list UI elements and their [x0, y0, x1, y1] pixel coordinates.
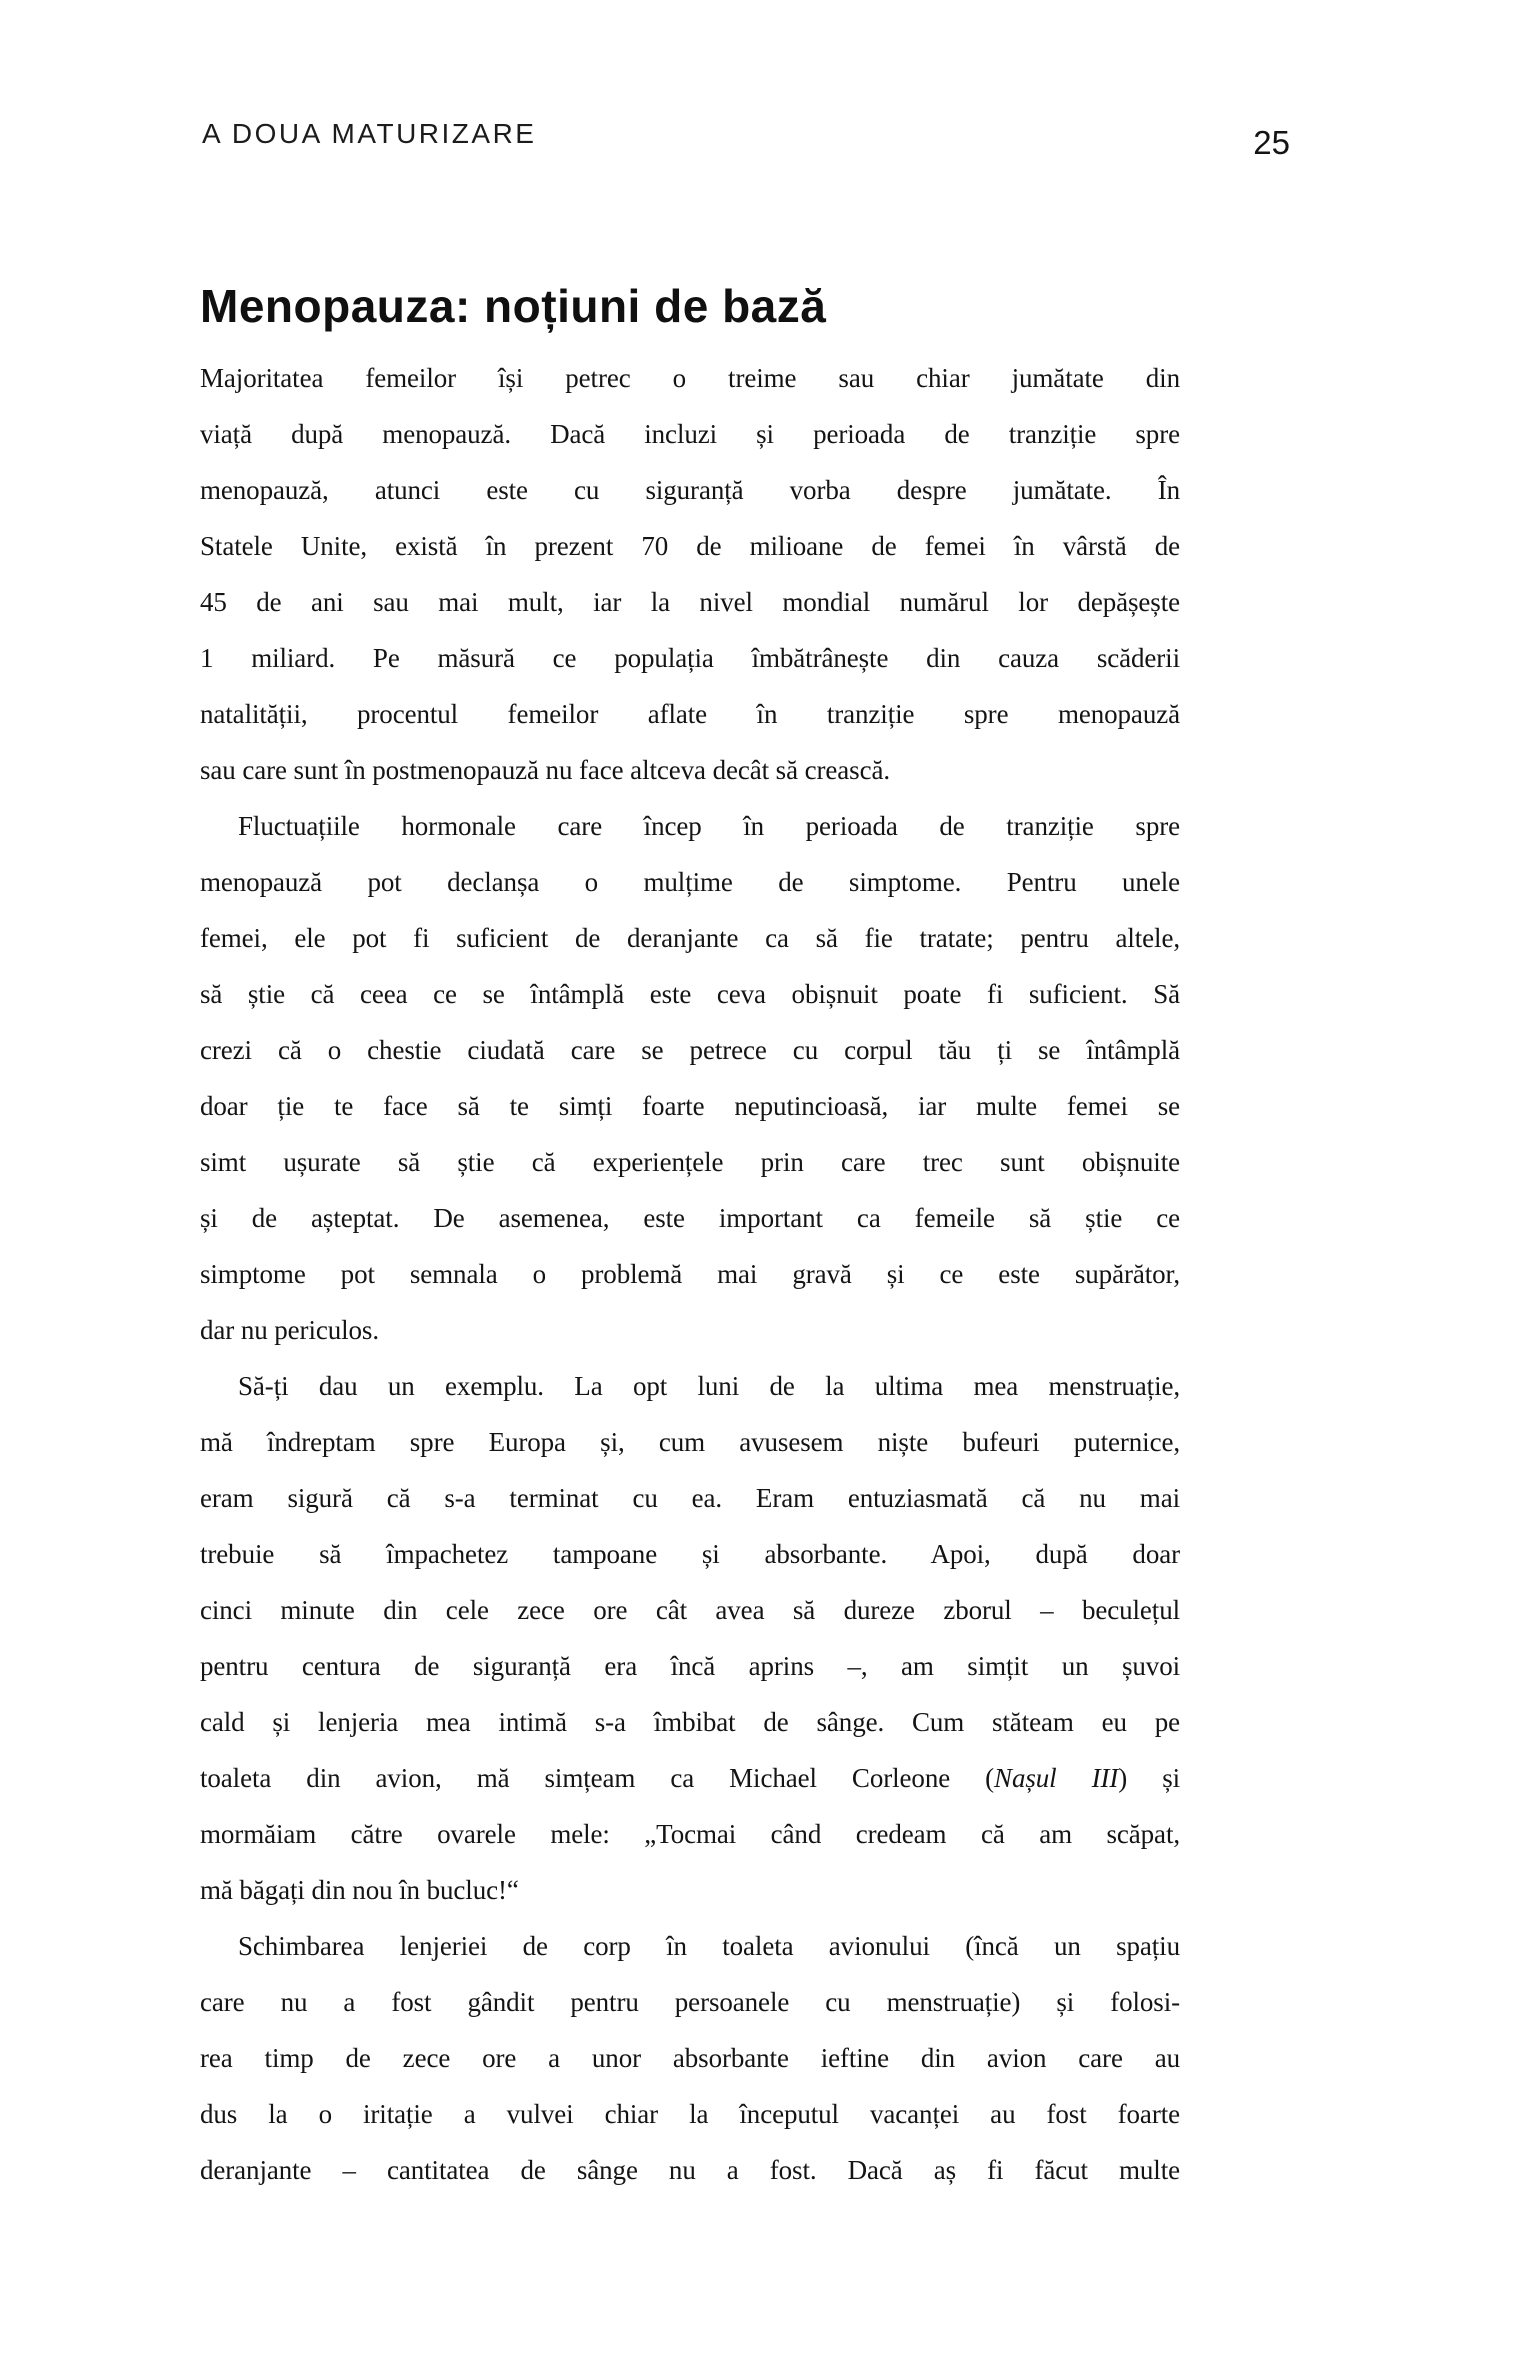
body-line [200, 1862, 1180, 1918]
text-segment: și de așteptat. De asemenea, este important ca femeile să știe ce [200, 1203, 1180, 1233]
text-segment: simptome pot semnala o problemă mai gravă și ce este supărător, [200, 1259, 1180, 1289]
text-segment: ) și [1118, 1763, 1180, 1793]
text-segment: mormăiam către ovarele mele: „Tocmai când credeam că am scăpat, [200, 1819, 1180, 1849]
body-line [200, 1246, 1180, 1302]
text-segment: Schimbarea lenjeriei de corp în toaleta avionului (încă un spațiu [238, 1931, 1180, 1961]
text-segment: mă îndreptam spre Europa și, cum avusesem niște bufeuri puternice, [200, 1427, 1180, 1457]
body-line [200, 1526, 1180, 1582]
body-line [200, 406, 1180, 462]
body-line [200, 1022, 1180, 1078]
text-segment: cinci minute din cele zece ore cât avea să dureze zborul – beculețul [200, 1595, 1180, 1625]
page-number: 25 [1253, 124, 1290, 161]
text-segment: eram sigură că s-a terminat cu ea. Eram entuziasmată că nu mai [200, 1483, 1180, 1513]
body-line [200, 630, 1180, 686]
body-line [200, 1470, 1180, 1526]
body-line [200, 1750, 1180, 1806]
body-line [200, 1918, 1180, 1974]
text-segment: sau care sunt în postmenopauză nu face altceva decât să crească. [200, 755, 890, 785]
text-segment: care nu a fost gândit pentru persoanele cu menstruație) și folosi- [200, 1987, 1180, 2017]
text-segment: Statele Unite, există în prezent 70 de milioane de femei în vârstă de [200, 531, 1180, 561]
body-line [200, 1414, 1180, 1470]
body-line [200, 798, 1180, 854]
italic-text: Nașul III [994, 1763, 1119, 1793]
text-segment: toaleta din avion, mă simțeam ca Michael Corleone ( [200, 1763, 995, 1793]
text-segment: pentru centura de siguranță era încă aprins –, am simțit un șuvoi [200, 1651, 1180, 1681]
text-segment: mă băgați din nou în bucluc!“ [200, 1875, 519, 1905]
body-line [200, 2086, 1180, 2142]
body-line [200, 1694, 1180, 1750]
body-line [200, 1638, 1180, 1694]
text-segment: Majoritatea femeilor își petrec o treime sau chiar jumătate din [200, 363, 1180, 393]
body-line [200, 350, 1180, 406]
body-line [200, 2030, 1180, 2086]
body-text [200, 350, 1180, 2198]
text-segment: Fluctuațiile hormonale care încep în perioada de tranziție spre [238, 811, 1180, 841]
text-segment: deranjante – cantitatea de sânge nu a fost. Dacă aș fi făcut multe [200, 2155, 1180, 2185]
body-line [200, 2142, 1180, 2198]
text-segment: trebuie să împachetez tampoane și absorbante. Apoi, după doar [200, 1539, 1180, 1569]
text-segment: cald și lenjeria mea intimă s-a îmbibat de sânge. Cum stăteam eu pe [200, 1707, 1180, 1737]
body-line [200, 518, 1180, 574]
body-line [200, 1358, 1180, 1414]
text-segment: rea timp de zece ore a unor absorbante ieftine din avion care au [200, 2043, 1180, 2073]
text-segment: viață după menopauză. Dacă incluzi și perioada de tranziție spre [200, 419, 1180, 449]
body-line [200, 1134, 1180, 1190]
text-segment: simt ușurate să știe că experiențele prin care trec sunt obișnuite [200, 1147, 1180, 1177]
text-segment: menopauză pot declanșa o mulțime de simptome. Pentru unele [200, 867, 1180, 897]
body-line [200, 462, 1180, 518]
text-segment: dar nu periculos. [200, 1315, 379, 1345]
body-line [200, 574, 1180, 630]
body-line [200, 742, 1180, 798]
text-segment: Să-ți dau un exemplu. La opt luni de la ultima mea menstruație, [238, 1371, 1180, 1401]
text-segment: femei, ele pot fi suficient de deranjante ca să fie tratate; pentru altele, [200, 923, 1180, 953]
body-line [200, 1806, 1180, 1862]
text-segment: doar ție te face să te simți foarte neputincioasă, iar multe femei se [200, 1091, 1180, 1121]
text-segment: crezi că o chestie ciudată care se petrece cu corpul tău ți se întâmplă [200, 1035, 1180, 1065]
body-line [200, 966, 1180, 1022]
text-segment: natalității, procentul femeilor aflate în tranziție spre menopauză [200, 699, 1180, 729]
body-line [200, 1582, 1180, 1638]
body-line [200, 1078, 1180, 1134]
text-segment: menopauză, atunci este cu siguranță vorba despre jumătate. În [200, 475, 1180, 505]
text-segment: 1 miliard. Pe măsură ce populația îmbătrânește din cauza scăderii [200, 643, 1180, 673]
body-line [200, 910, 1180, 966]
text-segment: să știe că ceea ce se întâmplă este ceva obișnuit poate fi suficient. Să [200, 979, 1180, 1009]
section-title: Menopauza: noțiuni de bază [200, 279, 827, 332]
body-line [200, 686, 1180, 742]
body-line [200, 1190, 1180, 1246]
body-line [200, 1302, 1180, 1358]
text-segment: 45 de ani sau mai mult, iar la nivel mondial numărul lor depășește [200, 587, 1180, 617]
body-line [200, 854, 1180, 910]
running-header: A DOUA MATURIZARE [202, 118, 537, 149]
body-line [200, 1974, 1180, 2030]
text-segment: dus la o iritație a vulvei chiar la începutul vacanței au fost foarte [200, 2099, 1180, 2129]
